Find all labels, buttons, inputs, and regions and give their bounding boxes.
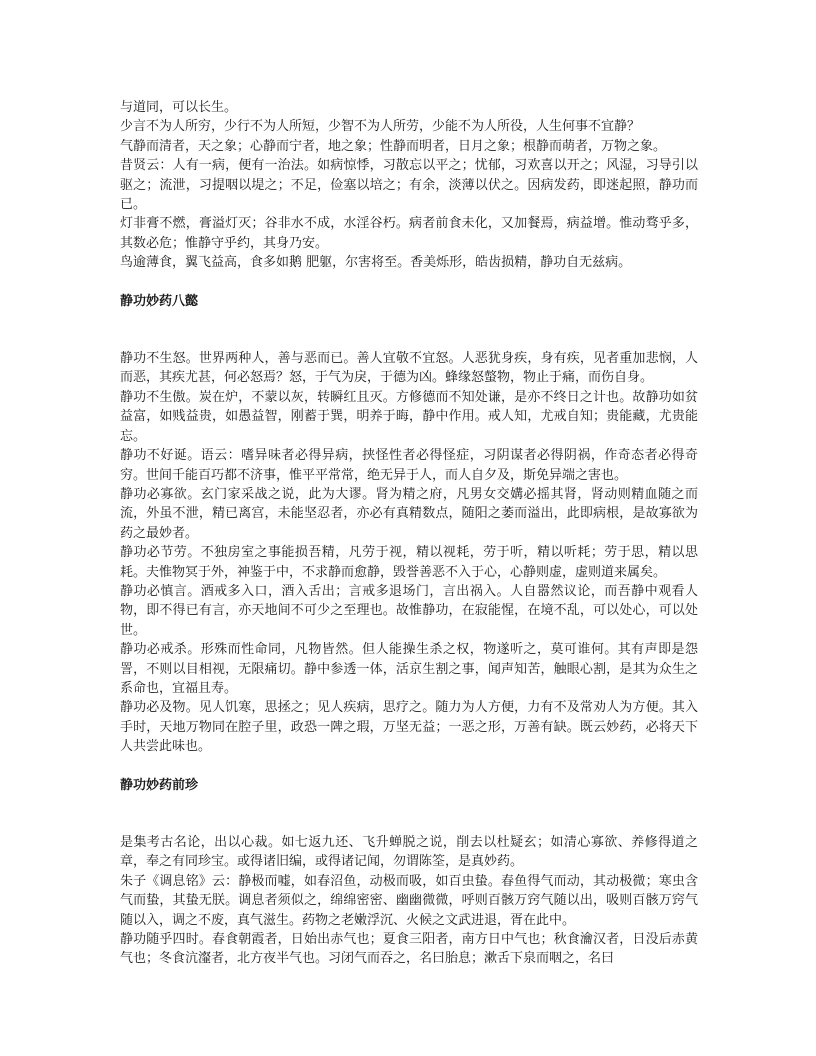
paragraph: 静功必慎言。酒戒多入口，酒入舌出；言戒多退场门，言出祸入。人自嚣然议论，而吾静中观看人物，即不得已有言，亦天地间不可少之至理也。故惟静功，在寂能惺，在境不乱，可以处心，可以处世。 (120, 583, 698, 638)
paragraph: 静功必戒杀。形殊而性命同，凡物皆然。但人能操生杀之权，物遂听之，莫可谁何。其有声即是怨詈，不则以目相视，无限痛切。静中参透一体，活京生割之事，闻声知苦，触眼心割，是其为众生之系命也，宜福且寿。 (120, 642, 698, 696)
paragraph: 少言不为人所穷，少行不为人所短，少智不为人所劳，少能不为人所役，人生何事不宜静？ (120, 119, 641, 135)
paragraph: 静功不好诞。语云：嗜异味者必得异病，挟怪性者必得怪症，习阴谋者必得阴祸，作奇态者必得奇穷。世间千能百巧都不济事，惟平平常常，绝无异于人，而人自夕及，斯免异端之害也。 (120, 448, 698, 483)
paragraph: 气静而清者，天之象；心静而宁者，地之象；性静而明者，日月之象；根静而萌者，万物之象。 (120, 138, 667, 154)
paragraph: 与道同，可以长生。 (120, 100, 238, 115)
paragraph: 静功不生怒。世界两种人，善与恶而已。善人宜敬不宜怒。人恶犹身疾，身有疾，见者重加悲悯，人而恶，其疾尤甚，何必怒焉？怒，于气为戾，于德为凶。蜂缘怒螫物，物止于痛，而伤自身。 (120, 351, 698, 386)
paragraph: 朱子《调息铭》云：静极而嘘，如春沼鱼，动极而吸，如百虫蛰。春鱼得气而动，其动极微；寒虫含气而蛰，其蛰无朕。调息者须似之，绵绵密密、幽幽微微，呼则百骸万窍气随以出，吸则百骸万窍气随以入，调之不废，真气滋生。药物之老嫩浮沉、火候之文武进退，胥在此中。 (120, 873, 698, 928)
section-eight-virtues (120, 349, 698, 757)
paragraph: 静功必节劳。不独房室之事能损吾精，凡劳于视，精以视耗，劳于听，精以听耗；劳于思，精以思耗。夫惟物冥于外，神鉴于中，不求静而愈静，毁誉善恶不入于心，心静则虚，虚则道来属矣。 (120, 545, 698, 580)
paragraph: 静功必及物。见人饥寒，思拯之；见人疾病，思疗之。随力为人方便，力有不及常劝人为方便。其入手时，天地万物同在腔子里，政恐一陴之瑕，万坚无益；一恶之形，万善有缺。既云妙药，必将天下人共尝此味也。 (120, 700, 698, 755)
section-heading: 静功妙药前珍 (120, 777, 199, 793)
paragraph: 静功必寡欲。玄门家采战之说，此为大谬。肾为精之府，凡男女交媾必摇其肾，肾动则精血随之而流，外虽不泄，精已离宫，未能坚忍者，亦必有真精数点，随阳之萎而溢出，此即病根，是故寡欲为药之最妙者。 (120, 486, 698, 541)
section-treasures (120, 833, 698, 969)
paragraph: 灯非膏不燃，膏溢灯灭；谷非水不成，水淫谷朽。病者前食未化，又加餐焉，病益增。惟动骛乎多，其数必危；惟静守乎约，其身乃安。 (120, 216, 698, 251)
paragraph: 昔贤云：人有一病，便有一治法。如病惊悸，习散忘以平之；忧郁，习欢喜以开之；风湿，习导引以驱之；流泄，习提咽以堤之；不足，俭塞以培之；有余，淡薄以伏之。因病发药，即迷起照，静功而已。 (120, 158, 698, 213)
paragraph: 静功不生傲。炭在炉，不蒙以灰，转瞬红且灭。方修德而不知处谦，是亦不终日之计也。故静功如贫益富，如贱益贵，如愚益智，刚蓄于巽，明养于晦，静中作用。戒人知，尤戒自知；贵能藏，尤贵能忘。 (120, 389, 698, 444)
paragraph: 是集考古名论，出以心裁。如七返九还、飞升蝉脱之说，削去以杜疑玄；如清心寡欲、养修得道之章，奉之有同珍宝。或得诸旧编，或得诸记闻，勿谓陈筌，是真妙药。 (120, 835, 698, 870)
section-intro (120, 98, 698, 273)
section-heading: 静功妙药八懿 (120, 293, 199, 309)
paragraph: 鸟逾薄食，翼飞益高，食多如鹅 肥躯，尔害将至。香美烁形，皓齿损精，静功自无兹病。 (120, 255, 632, 271)
document-page (120, 98, 698, 969)
paragraph: 静功随乎四时。春食朝霞者，日始出赤气也；夏食三阳者，南方日中气也；秋食瀹汉者，日没后赤黄气也；冬食沆瀣者，北方夜半气也。习闭气而吞之，名曰胎息；漱舌下泉而咽之，名曰 (120, 932, 698, 967)
